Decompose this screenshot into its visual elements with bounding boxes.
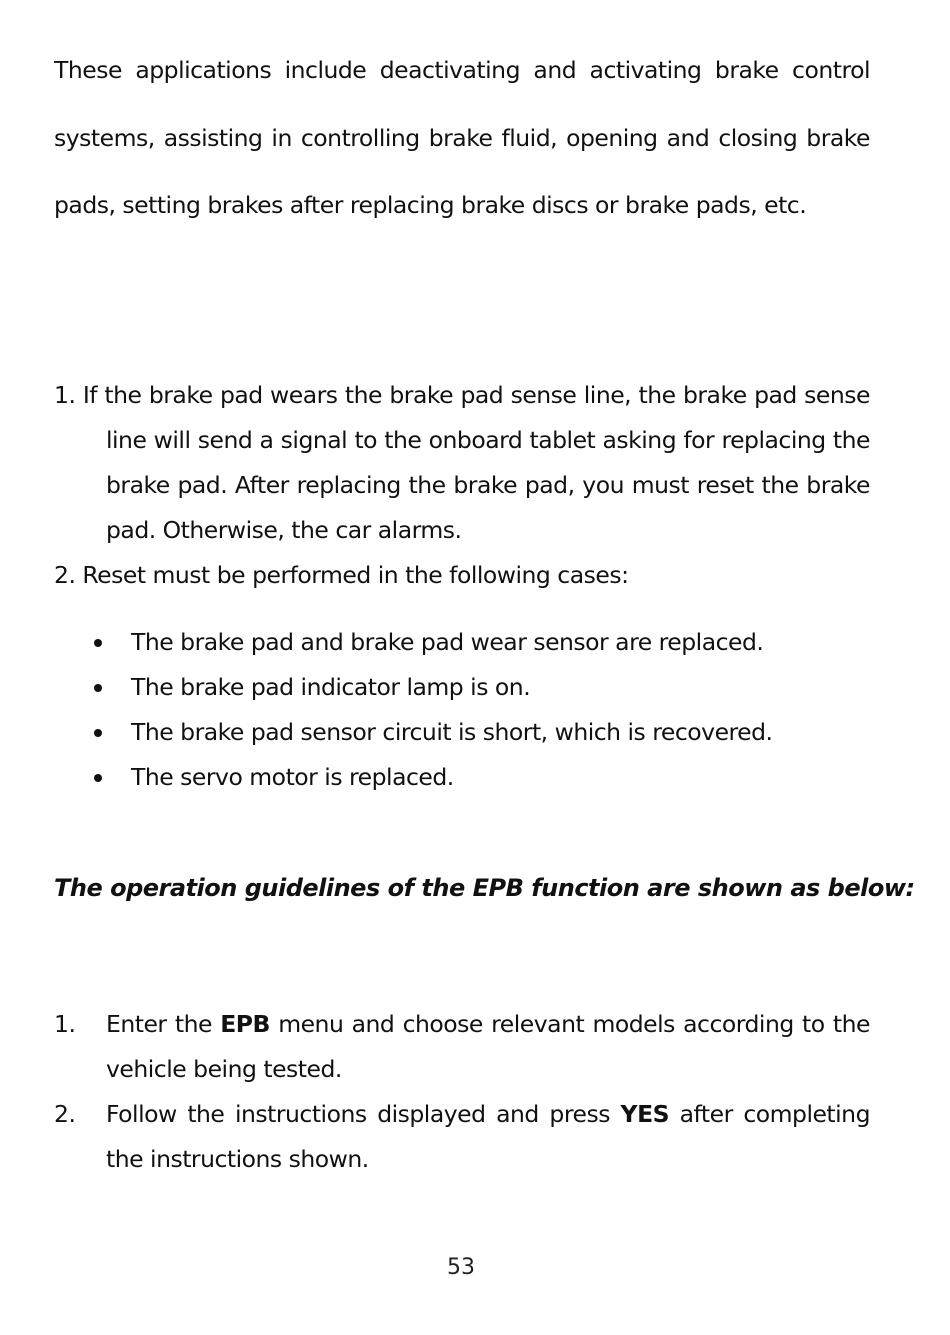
menu-name: EPB [220,1010,270,1038]
step-text: after completing the instructions shown. [106,1100,870,1173]
note-text: If the brake pad wears the brake pad sense line, the brake pad sense line will send a signal to the onboard tablet asking for replacing the brake pad. After replacing the brake pad, you must reset the brake pad. Otherwise, the car alarms. [82,381,870,544]
intro-paragraph: These applications include deactivating and activating brake control systems, assisting in controlling brake fluid, opening and closing brake pads, setting brakes after replacing brake discs or brake pads, etc. [54,56,870,219]
note-number: 1. [54,381,76,409]
numbered-notes [54,373,870,598]
reset-case-text: The servo motor is replaced. [131,763,454,791]
reset-cases-list [54,620,870,800]
step-text: menu and choose relevant models according to the vehicle being tested. [106,1010,870,1083]
list-item [54,620,870,665]
step-item [54,1002,870,1092]
bullet-icon [94,684,102,692]
numbered-note [54,553,870,598]
reset-case-text: The brake pad sensor circuit is short, which is recovered. [131,718,773,746]
manual-page [54,0,915,1335]
list-item [54,755,870,800]
list-item [54,710,870,755]
bullet-icon [94,774,102,782]
reset-case-text: The brake pad and brake pad wear sensor are replaced. [131,628,764,656]
step-item [54,1092,870,1182]
operation-steps [54,1002,870,1182]
bullet-icon [94,639,102,647]
numbered-note [54,373,870,553]
reset-case-text: The brake pad indicator lamp is on. [131,673,531,701]
step-text: Enter the [106,1010,221,1038]
step-number: 1. [54,1010,76,1038]
note-text: Reset must be performed in the following cases: [82,561,629,589]
step-number: 2. [54,1100,76,1128]
note-number: 2. [54,561,76,589]
step-text: Follow the instructions displayed and press [106,1100,621,1128]
button-name: YES [620,1100,670,1128]
list-item [54,665,870,710]
guidelines-heading: The operation guidelines of the EPB function are shown as below: [54,874,915,902]
bullet-icon [94,729,102,737]
page-number: 53 [447,1255,475,1280]
